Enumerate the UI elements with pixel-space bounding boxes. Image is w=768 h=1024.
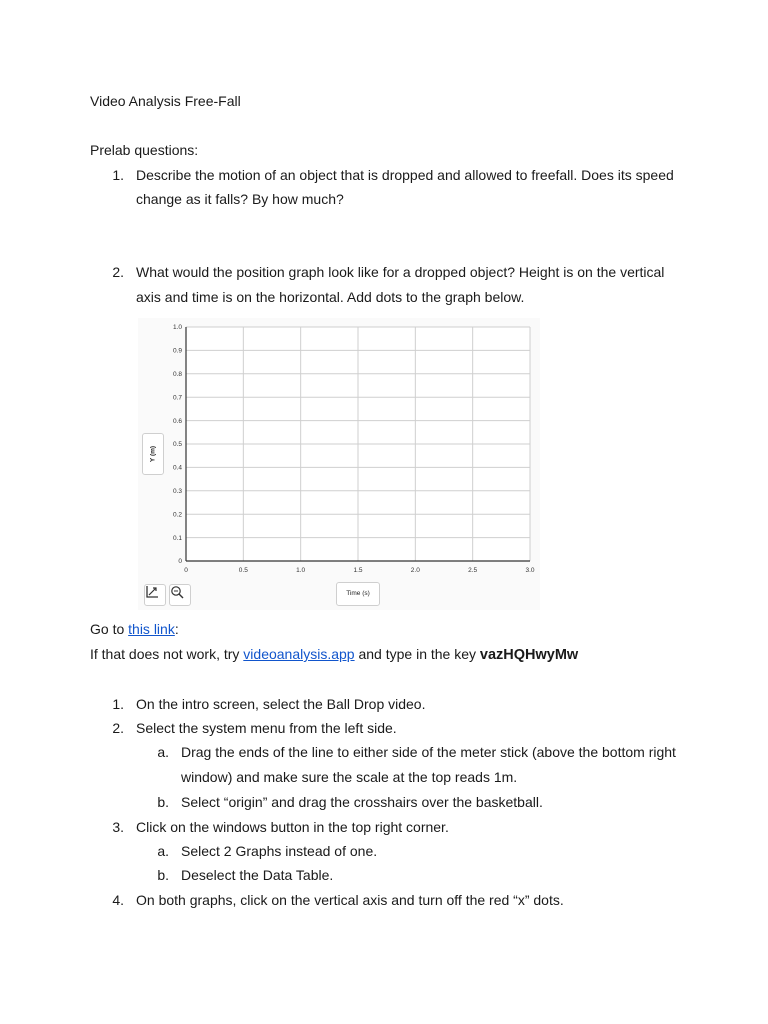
y-tick-label: 0 <box>178 558 182 566</box>
step-3b: Deselect the Data Table. <box>181 867 334 883</box>
prelab-heading: Prelab questions: <box>90 142 199 158</box>
goto-prefix: Go to <box>90 621 129 637</box>
x-tick-label: 3.0 <box>525 567 535 574</box>
question-1-line-2: change as it falls? By how much? <box>136 191 344 207</box>
y-tick-label: 0.2 <box>172 511 182 519</box>
y-tick-label: 0.1 <box>172 534 182 542</box>
x-tick-label: 0.5 <box>238 567 248 574</box>
y-tick-label: 0.6 <box>172 417 182 425</box>
list-letter: b. <box>157 794 169 810</box>
x-tick-label: 1.5 <box>353 567 363 574</box>
y-tick-label: 1.0 <box>172 324 182 332</box>
step-2b: Select “origin” and drag the crosshairs over the basketball. <box>181 794 543 810</box>
document-title: Video Analysis Free-Fall <box>90 93 241 109</box>
zoom-tool-button[interactable] <box>169 584 191 606</box>
x-tick-label: 0 <box>184 567 188 574</box>
alternate-instructions <box>90 645 578 664</box>
question-2-line-1: What would the position graph look like for a dropped object? Height is on the vertical <box>136 264 665 280</box>
question-1-line-1: Describe the motion of an object that is dropped and allowed to freefall. Does its speed <box>136 167 674 183</box>
chart-axes-icon <box>145 585 159 599</box>
x-axis-label-button[interactable]: Time (s) <box>336 582 380 606</box>
step-2a-line-1: Drag the ends of the line to either side of the meter stick (above the bottom right <box>181 744 676 760</box>
y-tick-label: 0.7 <box>172 394 182 402</box>
step-2: Select the system menu from the left side. <box>136 720 397 736</box>
list-number: 1. <box>112 696 124 712</box>
graph-tool-button[interactable] <box>144 584 166 606</box>
list-number: 4. <box>112 892 124 908</box>
step-2a-line-2: window) and make sure the scale at the top reads 1m. <box>181 769 518 785</box>
y-tick-label: 0.4 <box>172 464 182 472</box>
y-axis-label-button[interactable] <box>142 433 164 475</box>
step-1: On the intro screen, select the Ball Drop video. <box>136 696 426 712</box>
goto-suffix: : <box>174 621 179 637</box>
question-2-line-2: axis and time is on the horizontal. Add dots to the graph below. <box>136 289 525 305</box>
step-4: On both graphs, click on the vertical axis and turn off the red “x” dots. <box>136 892 564 908</box>
list-letter: a. <box>157 744 169 760</box>
alt-prefix: If that does not work, try <box>90 646 244 662</box>
x-tick-label: 1.0 <box>296 567 306 574</box>
y-tick-label: 0.8 <box>172 371 182 378</box>
y-tick-label: 0.3 <box>172 488 182 495</box>
list-number: 2. <box>112 720 124 736</box>
list-number: 3. <box>112 819 124 835</box>
list-letter: a. <box>157 843 169 859</box>
alt-middle: and type in the key <box>354 646 480 662</box>
this-link[interactable]: this link <box>128 621 175 637</box>
x-tick-label: 2.0 <box>410 567 420 574</box>
list-number: 2. <box>112 264 124 280</box>
y-axis-label: Y (m) <box>149 445 157 463</box>
step-3a: Select 2 Graphs instead of one. <box>181 843 378 859</box>
zoom-icon <box>170 585 184 599</box>
y-tick-label: 0.5 <box>172 441 182 449</box>
list-number: 1. <box>112 167 124 183</box>
graph-canvas[interactable] <box>138 318 540 610</box>
y-tick-label: 0.9 <box>172 347 182 355</box>
step-3: Click on the windows button in the top right corner. <box>136 819 449 835</box>
videoanalysis-link[interactable]: videoanalysis.app <box>243 646 355 662</box>
goto-line <box>90 620 179 638</box>
position-graph[interactable] <box>138 318 540 610</box>
x-tick-label: 2.5 <box>468 567 478 574</box>
list-letter: b. <box>157 867 169 883</box>
access-key: vazHQHwyMw <box>479 647 579 663</box>
